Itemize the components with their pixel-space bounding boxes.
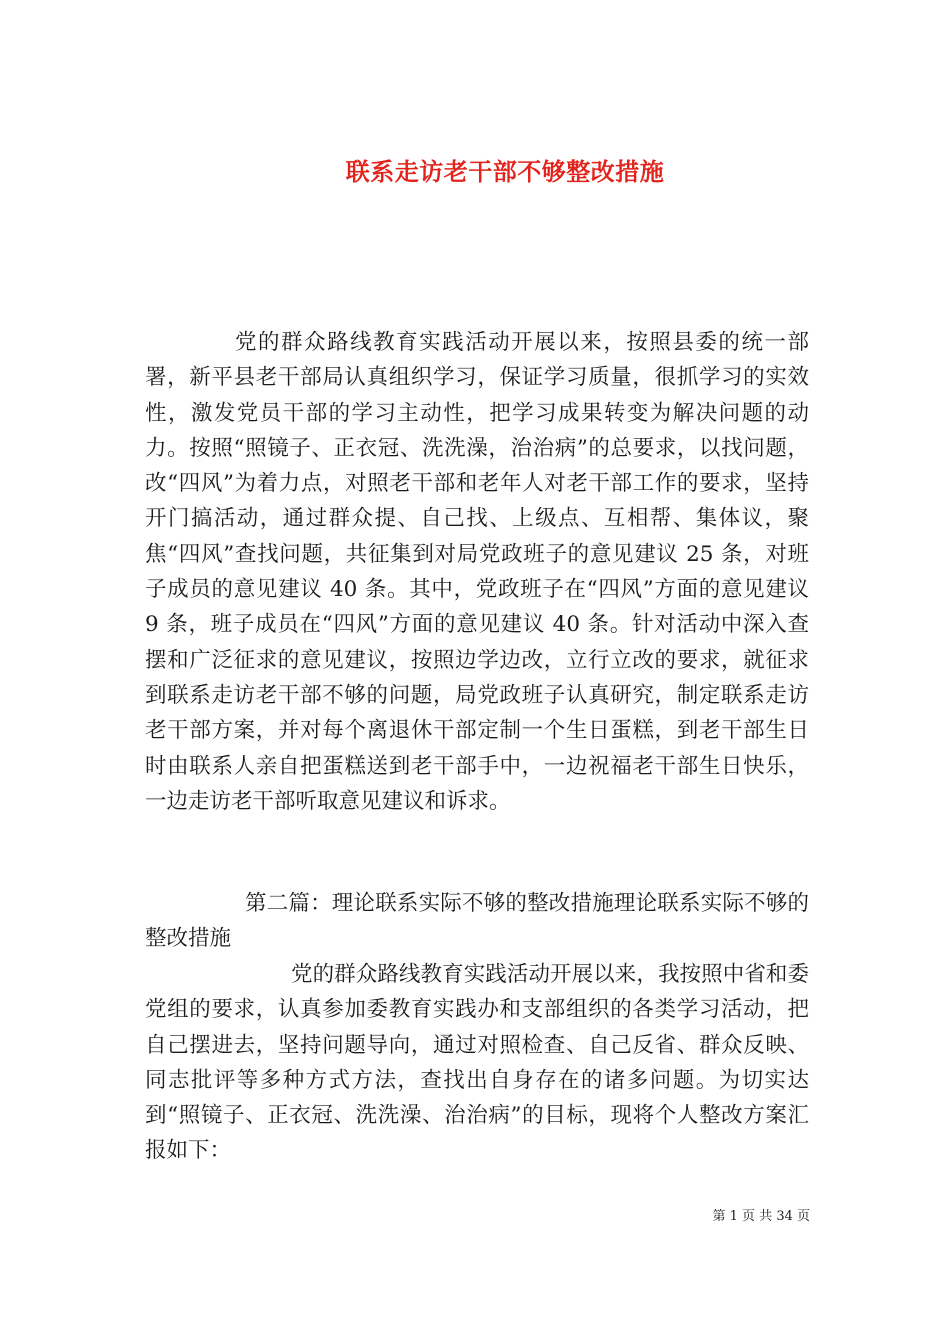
- page-number-footer: 第 1 页 共 34 页: [712, 1209, 810, 1224]
- body-paragraph-2: 党的群众路线教育实践活动开展以来，我按照中省和委党组的要求，认真参加委教育实践办和支部组织的各类学习活动，把自己摆进去，坚持问题导向，通过对照检查、自己反省、群众反映、同志批评等多种方式方法，查找出自身存在的诸多问题。为切实达到“照镜子、正衣冠、洗洗澡、治治病”的目标，现将个人整改方案汇报如下：: [145, 962, 809, 1164]
- page-title: 联系走访老干部不够整改措施: [345, 157, 665, 187]
- body-paragraph-1: 党的群众路线教育实践活动开展以来，按照县委的统一部署，新平县老干部局认真组织学习，保证学习质量，很抓学习的实效性，激发党员干部的学习主动性，把学习成果转变为解决问题的动力。按照“照镜子、正衣冠、洗洗澡，治治病”的总要求，以找问题，改“四风”为着力点，对照老干部和老年人对老干部工作的要求，坚持开门搞活动，通过群众提、自己找、上级点、互相帮、集体议，聚焦“四风”查找问题，共征集到对局党政班子的意见建议 25 条，对班子成员的意见建议 40 条。其中，党政班子在“四风”方面的意见建议 9 条，班子成员在“四风”方面的意见建议 40 条。针对活动中深入查摆和广泛征求的意见建议，按照边学边改，立行立改的要求，就征求到联系走访老干部不够的问题，局党政班子认真研究，制定联系走访老干部方案，并对每个离退休干部定制一个生日蛋糕，到老干部生日时由联系人亲自把蛋糕送到老干部手中，一边祝福老干部生日快乐，一边走访老干部听取意见建议和诉求。: [145, 330, 809, 814]
- section-heading-paragraph: 第二篇：理论联系实际不够的整改措施理论联系实际不够的整改措施: [145, 891, 809, 952]
